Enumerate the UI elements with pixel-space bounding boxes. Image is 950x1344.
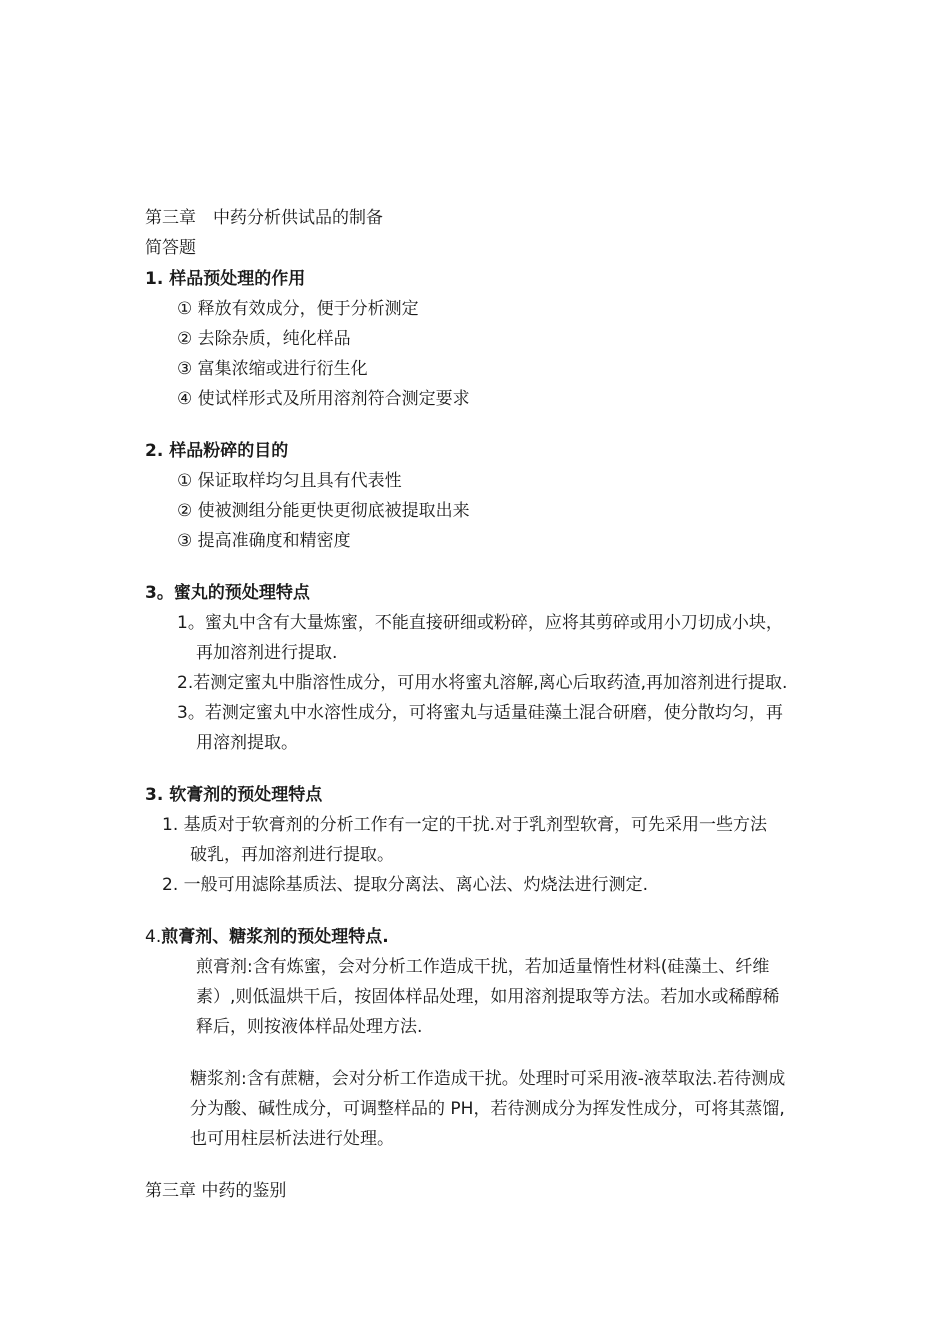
paragraph-line: 素）,则低温烘干后，按固体样品处理，如用溶剂提取等方法。若加水或稀醇稀 [196,987,780,1007]
section-4-heading: 3. 软膏剂的预处理特点 [145,785,323,805]
paragraph-line: 再加溶剂进行提取. [196,643,338,663]
paragraph-line: 糖浆剂:含有蔗糖，会对分析工作造成干扰。处理时可采用液-液萃取法.若待测成 [190,1069,786,1089]
list-item: ④ 使试样形式及所用溶剂符合测定要求 [177,389,470,409]
list-item: ③ 富集浓缩或进行衍生化 [177,359,368,379]
subtitle: 简答题 [145,238,196,258]
paragraph-line: 释后，则按液体样品处理方法. [196,1017,423,1037]
paragraph-line: 3。若测定蜜丸中水溶性成分，可将蜜丸与适量硅藻土混合研磨，使分散均匀，再 [177,703,783,723]
list-item: ② 去除杂质，纯化样品 [177,329,351,349]
section-2-heading: 2. 样品粉碎的目的 [145,441,289,461]
paragraph-line: 破乳，再加溶剂进行提取。 [190,845,394,865]
section-3-heading: 3。蜜丸的预处理特点 [145,583,310,603]
paragraph-line: 用溶剂提取。 [196,733,298,753]
paragraph-line: 2. 一般可用滤除基质法、提取分离法、离心法、灼烧法进行测定. [162,875,649,895]
section-5-number: 4. [145,927,162,947]
paragraph-line: 煎膏剂:含有炼蜜，会对分析工作造成干扰，若加适量惰性材料(硅藻土、纤维 [196,957,770,977]
list-item: ① 保证取样均匀且具有代表性 [177,471,402,491]
section-5-title: 煎膏剂、糖浆剂的预处理特点. [161,927,389,947]
paragraph-line: 也可用柱层析法进行处理。 [190,1129,394,1149]
paragraph-line: 1。蜜丸中含有大量炼蜜，不能直接研细或粉碎，应将其剪碎或用小刀切成小块， [177,613,783,633]
paragraph-line: 分为酸、碱性成分，可调整样品的 PH，若待测成分为挥发性成分，可将其蒸馏, [190,1099,785,1119]
section-1-heading: 1. 样品预处理的作用 [145,269,306,289]
list-item: ③ 提高准确度和精密度 [177,531,351,551]
section-5-heading [145,926,389,948]
next-chapter-title: 第三章 中药的鉴别 [145,1181,287,1201]
chapter-title: 第三章 中药分析供试品的制备 [145,208,383,228]
paragraph-line: 2.若测定蜜丸中脂溶性成分，可用水将蜜丸溶解,离心后取药渣,再加溶剂进行提取. [177,673,788,693]
list-item: ① 释放有效成分，便于分析测定 [177,299,419,319]
paragraph-line: 1. 基质对于软膏剂的分析工作有一定的干扰.对于乳剂型软膏，可先采用一些方法 [162,815,768,835]
list-item: ② 使被测组分能更快更彻底被提取出来 [177,501,470,521]
